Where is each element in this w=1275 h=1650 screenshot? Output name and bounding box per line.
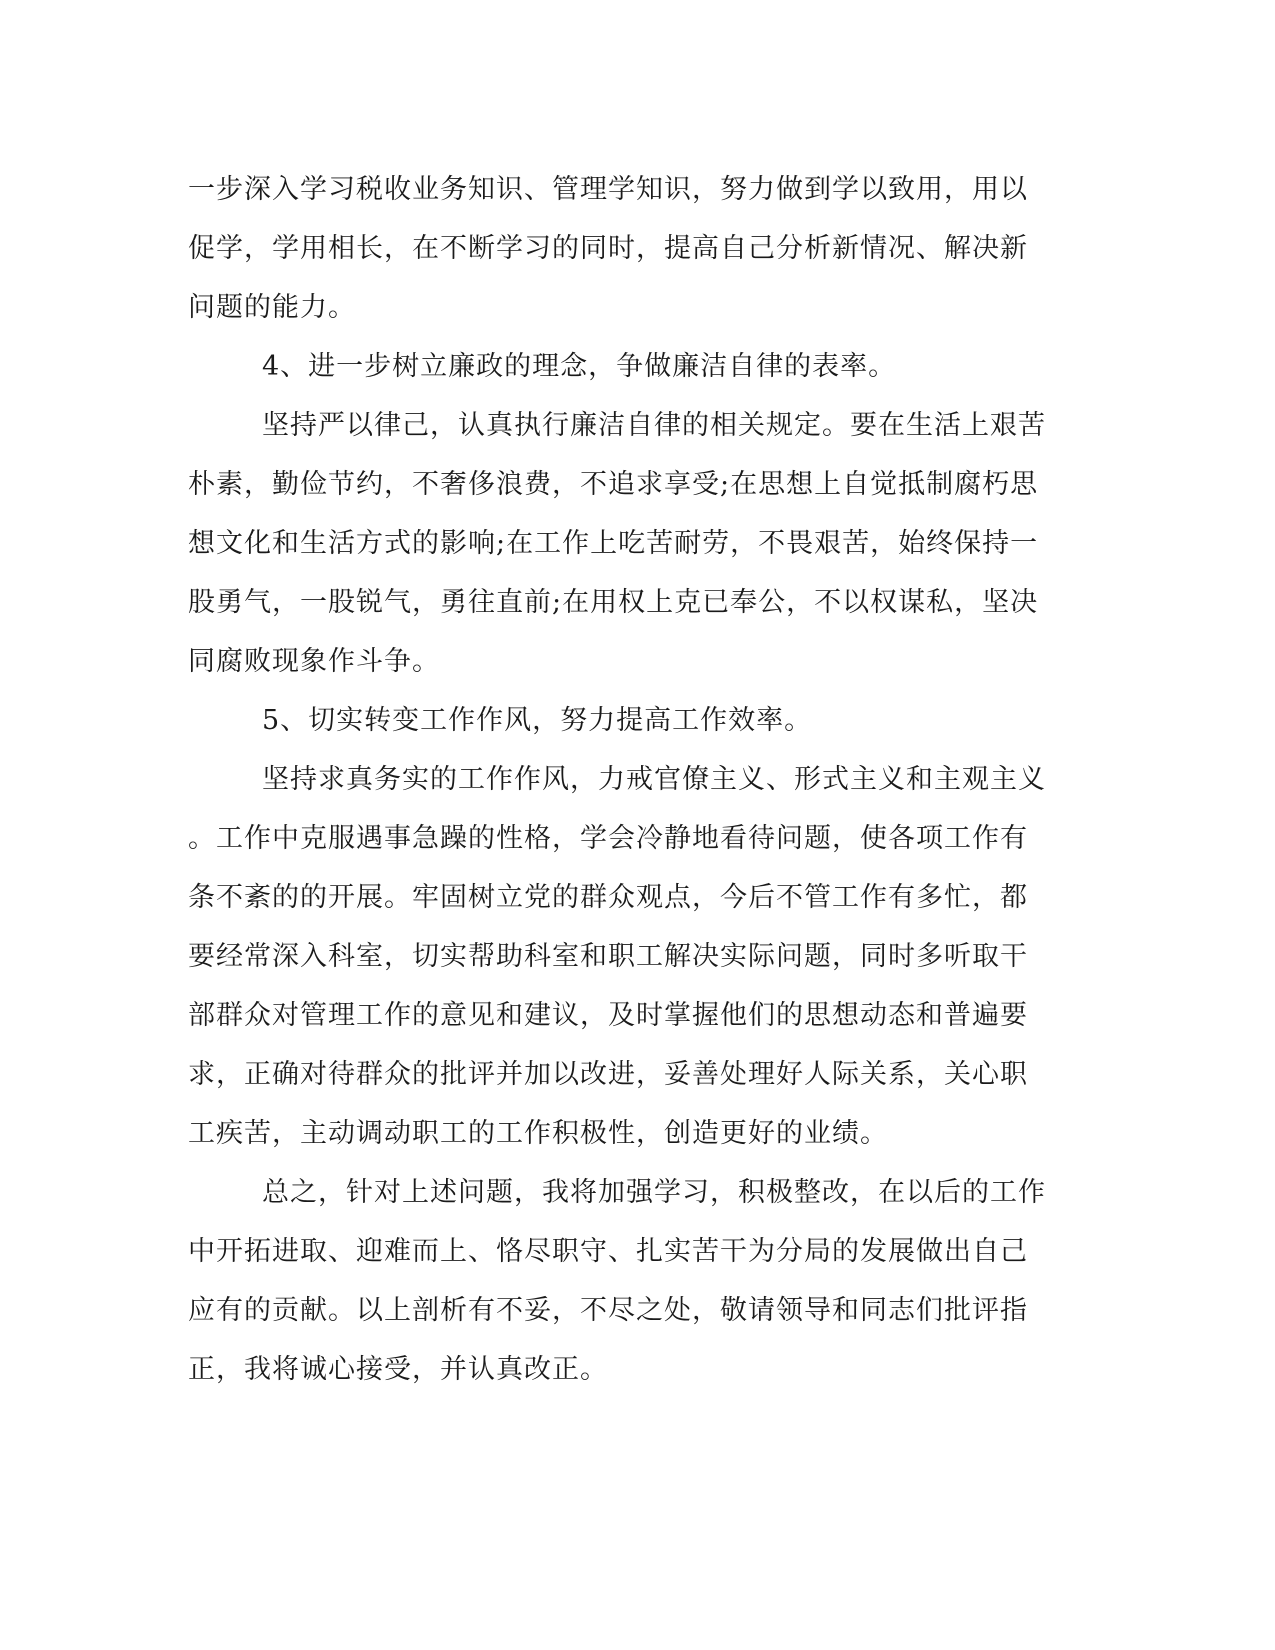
text-line: 问题的能力。 <box>188 292 356 323</box>
text-line: 工疾苦，主动调动职工的工作积极性，创造更好的业绩。 <box>188 1118 888 1149</box>
text-line: 促学，学用相长，在不断学习的同时，提高自己分析新情况、解决新 <box>188 233 1028 264</box>
text-line: 同腐败现象作斗争。 <box>188 646 440 677</box>
text-line: 。工作中克服遇事急躁的性格，学会冷静地看待问题，使各项工作有 <box>188 823 1028 854</box>
text-line: 正，我将诚心接受，并认真改正。 <box>188 1354 608 1385</box>
text-line: 中开拓进取、迎难而上、恪尽职守、扎实苦干为分局的发展做出自己 <box>188 1236 1028 1267</box>
text-line: 应有的贡献。以上剖析有不妥，不尽之处，敬请领导和同志们批评指 <box>188 1295 1028 1326</box>
paragraph-start-line: 坚持严以律己，认真执行廉洁自律的相关规定。要在生活上艰苦 <box>262 410 1046 441</box>
text-line: 股勇气，一股锐气，勇往直前;在用权上克已奉公，不以权谋私，坚决 <box>188 587 1039 618</box>
paragraph-start-line: 坚持求真务实的工作作风，力戒官僚主义、形式主义和主观主义 <box>262 764 1046 795</box>
text-line: 朴素，勤俭节约，不奢侈浪费，不追求享受;在思想上自觉抵制腐朽思 <box>188 469 1039 500</box>
text-line: 要经常深入科室，切实帮助科室和职工解决实际问题，同时多听取干 <box>188 941 1028 972</box>
document-body <box>188 160 1068 1399</box>
text-line: 想文化和生活方式的影响;在工作上吃苦耐劳，不畏艰苦，始终保持一 <box>188 528 1039 559</box>
text-line: 部群众对管理工作的意见和建议，及时掌握他们的思想动态和普遍要 <box>188 1000 1028 1031</box>
text-line: 一步深入学习税收业务知识、管理学知识，努力做到学以致用，用以 <box>188 174 1028 205</box>
text-line: 条不紊的的开展。牢固树立党的群众观点，今后不管工作有多忙，都 <box>188 882 1028 913</box>
section-heading: 5、切实转变工作作风，努力提高工作效率。 <box>262 705 813 736</box>
text-line: 求，正确对待群众的批评并加以改进，妥善处理好人际关系，关心职 <box>188 1059 1028 1090</box>
paragraph-start-line: 总之，针对上述问题，我将加强学习，积极整改，在以后的工作 <box>262 1177 1046 1208</box>
section-heading: 4、进一步树立廉政的理念，争做廉洁自律的表率。 <box>262 351 897 382</box>
